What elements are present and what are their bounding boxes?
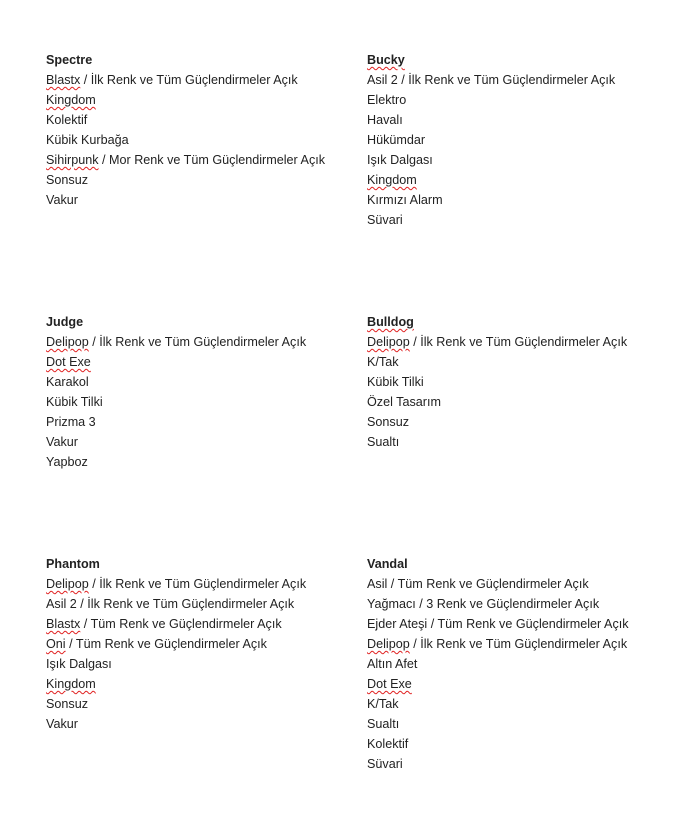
list-item (367, 694, 694, 714)
item-name: Asil 2 (367, 73, 398, 87)
list-item (367, 70, 694, 90)
item-note: / İlk Renk ve Tüm Güçlendirmeler Açık (88, 335, 307, 349)
list-item (46, 150, 376, 170)
list-item (46, 392, 376, 412)
list-item (367, 614, 694, 634)
item-note: / İlk Renk ve Tüm Güçlendirmeler Açık (88, 577, 307, 591)
list-item (367, 130, 694, 150)
item-name: Kolektif (367, 737, 409, 751)
item-name: Delipop (46, 335, 89, 349)
item-note: / 3 Renk ve Güçlendirmeler Açık (415, 597, 600, 611)
item-name: Dot Exe (367, 677, 412, 691)
item-name: Sonsuz (367, 415, 410, 429)
item-name: Karakol (46, 375, 89, 389)
item-name: Kübik Tilki (46, 395, 103, 409)
list-item (46, 714, 376, 734)
list-item (46, 412, 376, 432)
list-item (367, 170, 694, 190)
item-name: Asil (367, 577, 388, 591)
item-name: Süvari (367, 213, 403, 227)
item-name: K/Tak (367, 697, 399, 711)
item-name: Yağmacı (367, 597, 416, 611)
section-title: Bucky (367, 53, 405, 67)
item-note: / Tüm Renk ve Güçlendirmeler Açık (427, 617, 629, 631)
list-item (46, 130, 376, 150)
list-item (46, 674, 376, 694)
item-name: Blastx (46, 617, 81, 631)
list-item (46, 654, 376, 674)
list-item (367, 734, 694, 754)
list-item (367, 594, 694, 614)
item-name: Vakur (46, 193, 78, 207)
list-item (46, 694, 376, 714)
item-name: Ejder Ateşi (367, 617, 428, 631)
skin-list (46, 70, 376, 210)
list-item (46, 594, 376, 614)
item-note: / Tüm Renk ve Güçlendirmeler Açık (80, 617, 282, 631)
list-item (367, 634, 694, 654)
list-item (46, 634, 376, 654)
item-name: Delipop (367, 637, 410, 651)
item-name: Kübik Kurbağa (46, 133, 129, 147)
item-name: Sonsuz (46, 173, 89, 187)
item-name: Kırmızı Alarm (367, 193, 443, 207)
item-name: Işık Dalgası (46, 657, 112, 671)
item-note: / Mor Renk ve Tüm Güçlendirmeler Açık (98, 153, 326, 167)
list-item (367, 574, 694, 594)
list-item (46, 190, 376, 210)
list-item (367, 90, 694, 110)
list-item (367, 332, 694, 352)
list-item (367, 150, 694, 170)
item-name: Delipop (367, 335, 410, 349)
item-name: Dot Exe (46, 355, 91, 369)
list-item (367, 654, 694, 674)
item-name: Işık Dalgası (367, 153, 433, 167)
list-item (46, 372, 376, 392)
list-item (367, 754, 694, 774)
item-note: / İlk Renk ve Tüm Güçlendirmeler Açık (409, 335, 628, 349)
section-title: Vandal (367, 557, 408, 571)
skin-list (367, 574, 694, 774)
item-name: Süvari (367, 757, 403, 771)
skin-list (46, 574, 376, 734)
section-phantom (46, 554, 376, 734)
item-name: Hükümdar (367, 133, 426, 147)
section-title: Judge (46, 315, 84, 329)
section-bucky (367, 50, 694, 230)
skin-list (367, 332, 694, 452)
item-name: Delipop (46, 577, 89, 591)
item-note: / İlk Renk ve Tüm Güçlendirmeler Açık (76, 597, 295, 611)
skin-list (46, 332, 376, 472)
list-item (367, 352, 694, 372)
item-name: Oni (46, 637, 66, 651)
item-name: Sihirpunk (46, 153, 99, 167)
section-judge (46, 312, 376, 472)
list-item (367, 412, 694, 432)
item-name: Elektro (367, 93, 407, 107)
item-name: Kingdom (367, 173, 417, 187)
item-name: Havalı (367, 113, 403, 127)
item-name: Kolektif (46, 113, 88, 127)
list-item (367, 110, 694, 130)
list-item (367, 392, 694, 412)
item-name: Kübik Tilki (367, 375, 424, 389)
item-note: / İlk Renk ve Tüm Güçlendirmeler Açık (397, 73, 616, 87)
list-item (367, 372, 694, 392)
item-name: Sonsuz (46, 697, 89, 711)
item-name: Vakur (46, 435, 78, 449)
list-item (46, 352, 376, 372)
item-name: Sualtı (367, 435, 400, 449)
list-item (46, 90, 376, 110)
item-name: Vakur (46, 717, 78, 731)
item-note: / İlk Renk ve Tüm Güçlendirmeler Açık (80, 73, 298, 87)
item-name: Altın Afet (367, 657, 418, 671)
list-item (46, 614, 376, 634)
item-name: Sualtı (367, 717, 400, 731)
list-item (46, 70, 376, 90)
section-title: Bulldog (367, 315, 414, 329)
list-item (367, 714, 694, 734)
item-name: Özel Tasarım (367, 395, 441, 409)
section-vandal (367, 554, 694, 774)
item-name: K/Tak (367, 355, 399, 369)
section-spectre (46, 50, 376, 210)
list-item (46, 170, 376, 190)
list-item (46, 332, 376, 352)
list-item (367, 190, 694, 210)
section-bulldog (367, 312, 694, 452)
list-item (367, 674, 694, 694)
item-name: Asil 2 (46, 597, 77, 611)
item-name: Yapboz (46, 455, 88, 469)
item-name: Prizma 3 (46, 415, 96, 429)
item-note: / İlk Renk ve Tüm Güçlendirmeler Açık (409, 637, 628, 651)
item-note: / Tüm Renk ve Güçlendirmeler Açık (387, 577, 589, 591)
list-item (367, 432, 694, 452)
item-note: / Tüm Renk ve Güçlendirmeler Açık (65, 637, 267, 651)
skin-list (367, 70, 694, 230)
list-item (46, 110, 376, 130)
item-name: Kingdom (46, 677, 96, 691)
item-name: Kingdom (46, 93, 96, 107)
list-item (367, 210, 694, 230)
section-title: Spectre (46, 53, 93, 67)
item-name: Blastx (46, 73, 81, 87)
list-item (46, 452, 376, 472)
section-title: Phantom (46, 557, 100, 571)
list-item (46, 432, 376, 452)
list-item (46, 574, 376, 594)
